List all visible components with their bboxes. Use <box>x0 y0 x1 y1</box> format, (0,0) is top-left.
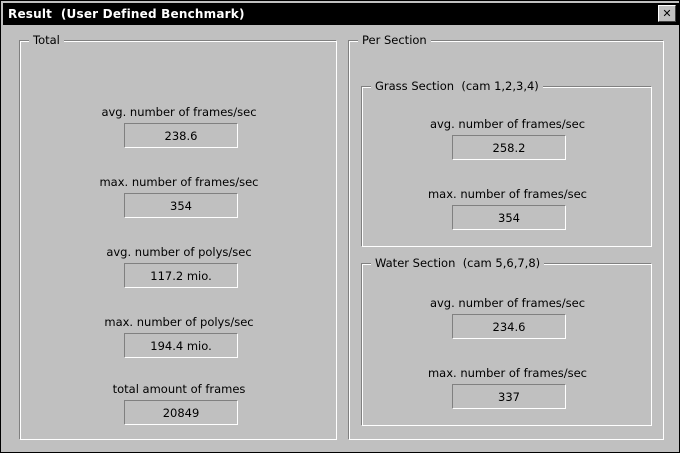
grass-avg-fps-label: avg. number of frames/sec <box>429 117 586 131</box>
grass-max-fps-label: max. number of frames/sec <box>427 187 587 201</box>
total-max-fps-value: 354 <box>124 193 238 218</box>
total-max-polys-label: max. number of polys/sec <box>104 315 254 329</box>
grass-section-label: Grass Section (cam 1,2,3,4) <box>371 79 543 93</box>
dialog-client-area <box>3 27 679 452</box>
total-max-polys-value: 194.4 mio. <box>124 333 238 358</box>
total-avg-fps-value: 238.6 <box>124 123 238 148</box>
total-frames-label: total amount of frames <box>112 382 246 396</box>
water-section-group <box>361 256 652 426</box>
water-max-fps-value: 337 <box>452 384 566 409</box>
title-bar <box>3 3 679 25</box>
window-title: Result (User Defined Benchmark) <box>8 7 245 21</box>
total-group-label: Total <box>29 33 64 47</box>
water-max-fps-label: max. number of frames/sec <box>427 366 587 380</box>
total-frames-value: 20849 <box>124 400 238 425</box>
total-avg-polys-label: avg. number of polys/sec <box>106 245 252 259</box>
close-icon: ✕ <box>662 7 672 20</box>
water-section-label: Water Section (cam 5,6,7,8) <box>371 256 544 270</box>
water-avg-fps-label: avg. number of frames/sec <box>429 296 586 310</box>
grass-section-group <box>361 79 652 247</box>
per-section-group-label: Per Section <box>358 33 431 47</box>
water-avg-fps-value: 234.6 <box>452 314 566 339</box>
total-avg-polys-value: 117.2 mio. <box>124 263 238 288</box>
total-avg-fps-label: avg. number of frames/sec <box>101 105 257 119</box>
group-bevel <box>20 41 337 440</box>
grass-max-fps-value: 354 <box>452 205 566 230</box>
total-max-fps-label: max. number of frames/sec <box>99 175 259 189</box>
close-button[interactable] <box>658 5 676 22</box>
total-group <box>19 33 337 440</box>
grass-avg-fps-value: 258.2 <box>452 135 566 160</box>
per-section-group <box>348 33 664 440</box>
